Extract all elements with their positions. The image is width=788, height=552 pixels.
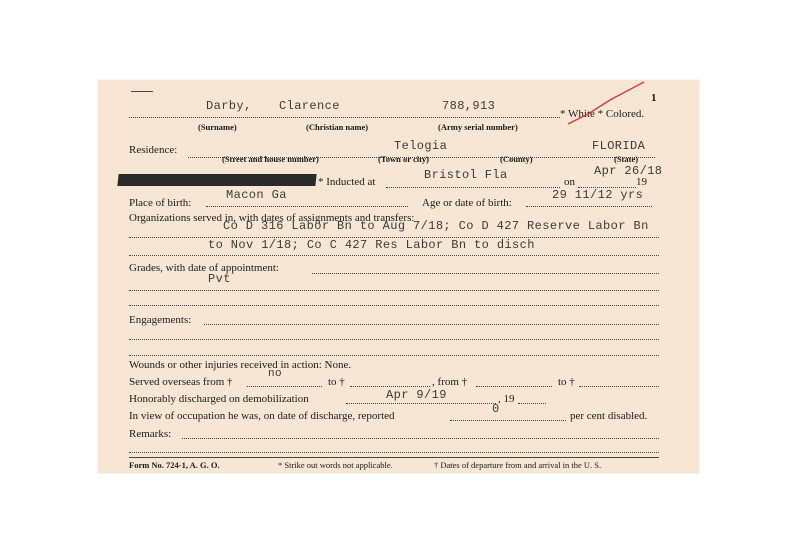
remarks-label: Remarks: <box>129 428 172 440</box>
street-label: (Street and house number) <box>222 154 319 164</box>
overseas-to-line <box>350 386 430 387</box>
engagements-line-1 <box>204 324 659 325</box>
birth-line <box>206 206 408 207</box>
disability-value: 0 <box>492 402 500 416</box>
discharge-line <box>346 403 496 404</box>
discharge-date-value: Apr 9/19 <box>386 388 447 402</box>
christian-name-value: Clarence <box>279 99 340 113</box>
redaction-bar <box>117 174 316 186</box>
race-options: * White * Colored. <box>560 108 645 120</box>
disability-line <box>450 420 566 421</box>
discharge-label: Honorably discharged on demobilization <box>129 393 309 405</box>
engagements-line-3 <box>129 355 659 356</box>
remarks-line-2 <box>129 452 659 453</box>
grades-value: Pvt <box>208 272 231 286</box>
footer-note-dates: † Dates of departure from and arrival in the U. S. <box>434 460 602 470</box>
overseas-from-line <box>247 386 322 387</box>
top-rule <box>131 91 153 92</box>
inducted-line <box>386 187 560 188</box>
surname-label: (Surname) <box>198 122 237 132</box>
age-label: Age or date of birth: <box>422 197 512 209</box>
county-label: (County) <box>500 154 533 164</box>
disability-label: In view of occupation he was, on date of discharge, reported <box>129 410 395 422</box>
engagements-label: Engagements: <box>129 314 192 326</box>
organizations-line2: to Nov 1/18; Co C 427 Res Labor Bn to disch <box>208 238 535 252</box>
remarks-line-1 <box>182 438 659 439</box>
year-suffix: 19 <box>636 176 647 188</box>
overseas-label: Served overseas from † <box>129 376 233 388</box>
grades-line-3 <box>129 305 659 306</box>
on-label: on <box>564 176 575 188</box>
wounds-text: Wounds or other injuries received in action: None. <box>129 359 352 371</box>
overseas-to-label: to † <box>328 376 345 388</box>
overseas-from2-label: , from † <box>432 376 468 388</box>
engagements-line-2 <box>129 339 659 340</box>
inducted-place-value: Bristol Fla <box>424 168 508 182</box>
overseas-to2-label: to † <box>558 376 575 388</box>
state-label: (State) <box>614 154 639 164</box>
discharge-year-suffix: , 19 <box>498 393 515 405</box>
age-value: 29 11/12 yrs <box>552 188 644 202</box>
footer-rule <box>129 457 659 458</box>
town-value: Telogia <box>394 139 448 153</box>
organizations-label: Organizations served in, with dates of assignments and transfers: <box>129 212 415 224</box>
inducted-date-value: Apr 26/18 <box>594 164 663 178</box>
grades-line-1 <box>312 273 659 274</box>
place-of-birth-value: Macon Ga <box>226 188 287 202</box>
overseas-to2-line <box>579 386 659 387</box>
grades-line-2 <box>129 290 659 291</box>
residence-label: Residence: <box>129 144 178 156</box>
age-line <box>526 206 652 207</box>
overseas-from2-line <box>476 386 552 387</box>
inducted-label: * Inducted at <box>318 176 376 188</box>
serial-number-value: 788,913 <box>442 99 496 113</box>
disability-suffix: per cent disabled. <box>570 410 648 422</box>
discharge-year-line <box>518 403 546 404</box>
org-line-2 <box>129 255 659 256</box>
card-number: 1 <box>651 92 657 104</box>
christian-name-label: (Christian name) <box>306 122 369 132</box>
check-mark-icon <box>566 80 646 128</box>
form-number: Form No. 724-1, A. G. O. <box>129 460 220 470</box>
service-record-card <box>98 80 699 473</box>
organizations-line1: Co D 316 Labor Bn to Aug 7/18; Co D 427 Reserve Labor Bn <box>223 219 649 233</box>
place-of-birth-label: Place of birth: <box>129 197 192 209</box>
serial-label: (Army serial number) <box>438 122 518 132</box>
name-line <box>129 117 560 118</box>
overseas-from-value: no <box>268 368 283 380</box>
grades-label: Grades, with date of appointment: <box>129 262 279 274</box>
surname-value: Darby, <box>206 99 252 113</box>
state-value: FLORIDA <box>592 139 646 153</box>
footer-note-strike: * Strike out words not applicable. <box>278 460 393 470</box>
town-label: (Town or city) <box>378 154 429 164</box>
